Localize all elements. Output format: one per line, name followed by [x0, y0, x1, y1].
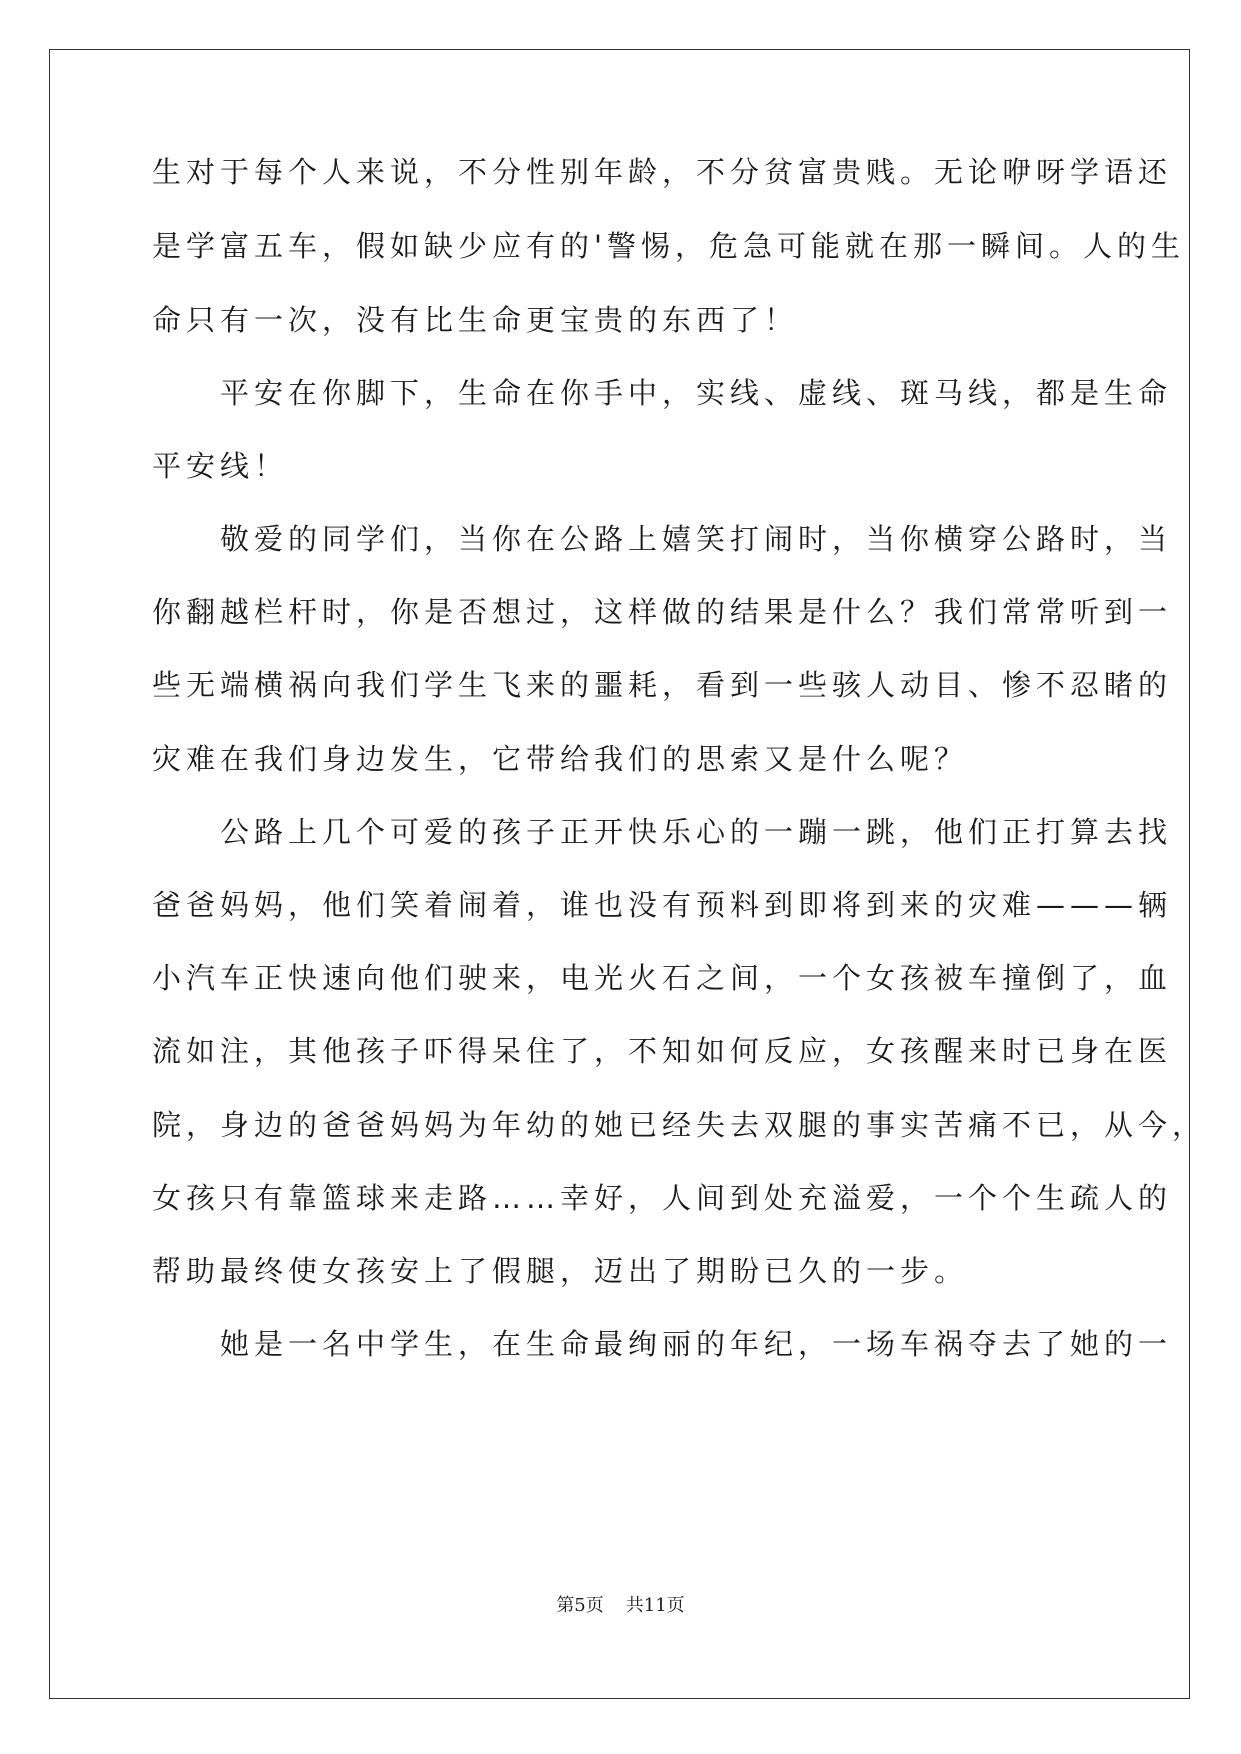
text-line: 些无端横祸向我们学生飞来的噩耗，看到一些骇人动目、惨不忍睹的 [152, 668, 1173, 702]
text-line: 平安在你脚下，生命在你手中，实线、虚线、斑马线，都是生命 [152, 376, 1173, 410]
page-number: 第5页 [556, 1595, 604, 1616]
page-total: 共11页 [625, 1595, 685, 1616]
text-line: 女孩只有靠篮球来走路……幸好，人间到处充溢爱，一个个生疏人的 [152, 1181, 1173, 1215]
text-line: 小汽车正快速向他们驶来，电光火石之间，一个女孩被车撞倒了，血 [152, 961, 1173, 995]
text-line: 她是一名中学生，在生命最绚丽的年纪，一场车祸夺去了她的一 [152, 1327, 1173, 1361]
page-border [49, 49, 1207, 1699]
text-line: 流如注，其他孩子吓得呆住了，不知如何反应，女孩醒来时已身在医 [152, 1034, 1173, 1068]
text-line: 你翻越栏杆时，你是否想过，这样做的结果是什么？我们常常听到一 [152, 595, 1173, 629]
text-line: 爸爸妈妈，他们笑着闹着，谁也没有预料到即将到来的灾难———辆 [152, 888, 1173, 922]
text-line: 院，身边的爸爸妈妈为年幼的她已经失去双腿的事实苦痛不已，从今， [152, 1108, 1207, 1142]
text-line: 生对于每个人来说，不分性别年龄，不分贫富贵贱。无论咿呀学语还 [152, 155, 1173, 189]
text-line: 帮助最终使女孩安上了假腿，迈出了期盼已久的一步。 [152, 1254, 969, 1288]
text-line: 灾难在我们身边发生，它带给我们的思索又是什么呢？ [152, 742, 969, 776]
text-line: 平安线！ [152, 449, 289, 483]
text-line: 敬爱的同学们，当你在公路上嬉笑打闹时，当你横穿公路时，当 [152, 522, 1173, 556]
page-footer [0, 1594, 1241, 1618]
text-line: 公路上几个可爱的孩子正开快乐心的一蹦一跳，他们正打算去找 [152, 815, 1173, 849]
text-line: 命只有一次，没有比生命更宝贵的东西了！ [152, 303, 799, 337]
text-line: 是学富五车，假如缺少应有的'警惕，危急可能就在那一瞬间。人的生 [152, 229, 1185, 263]
